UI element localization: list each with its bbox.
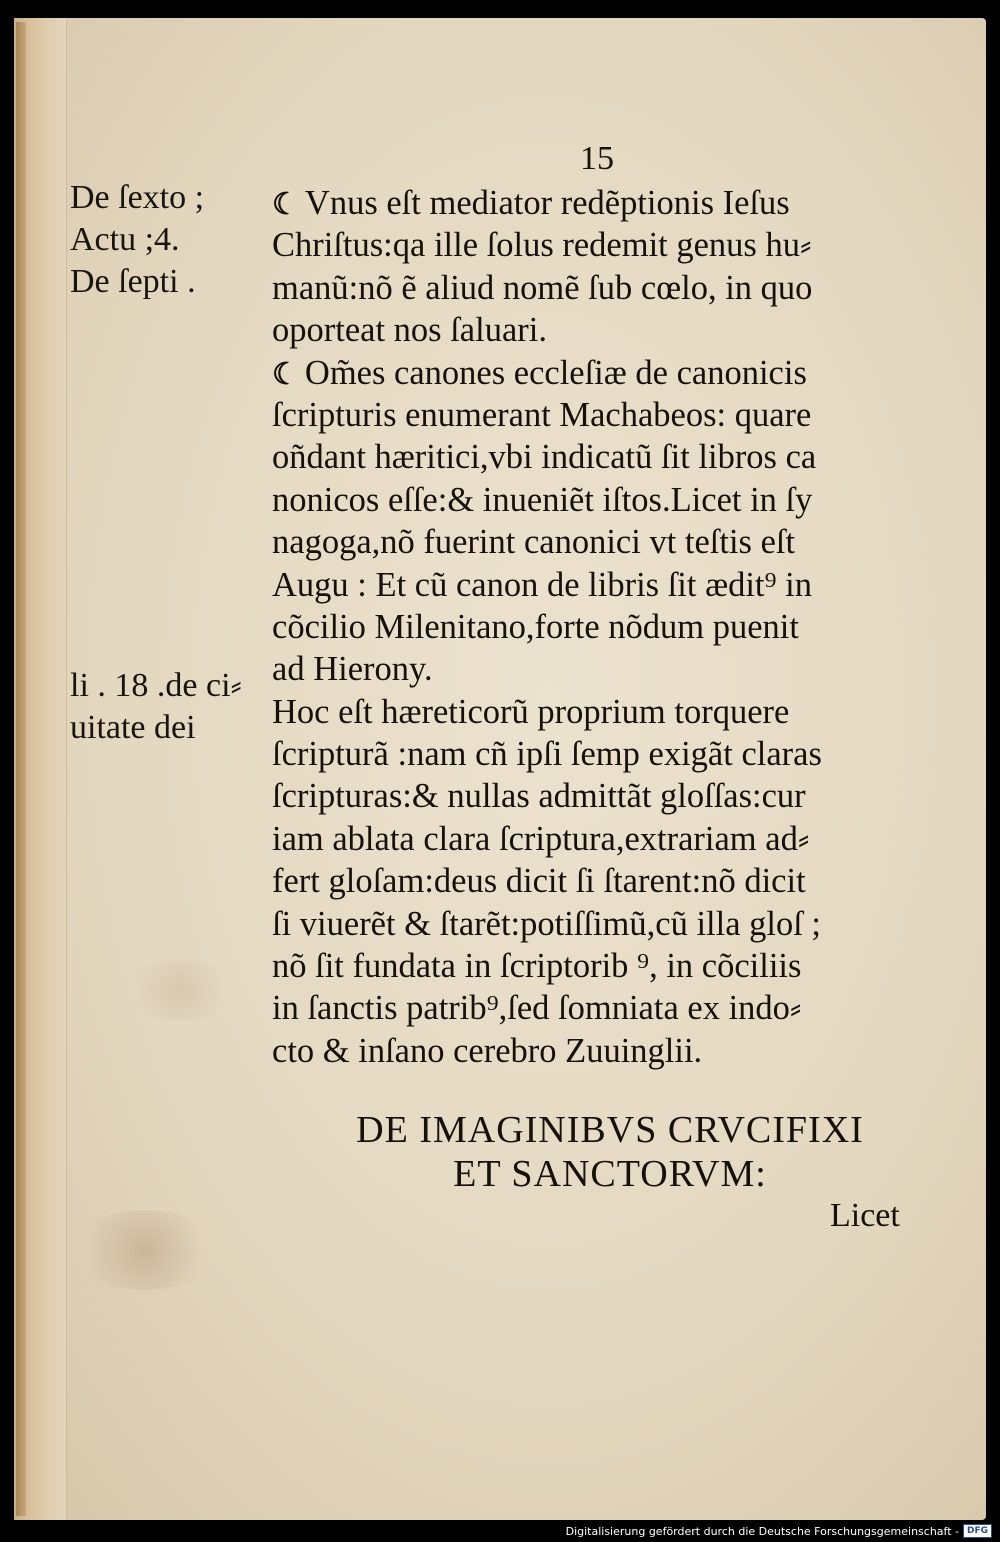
catchword: Licet [830,1197,900,1234]
text-line: fert gloſam:deus dicit ſi ſtarent:nõ dicit [272,862,806,901]
footer-text: Digitalisierung gefördert durch die Deutsche Forschungsgemeinschaft - [565,1524,959,1538]
dfg-logo-icon: DFG [963,1524,992,1538]
text-line: ☾ Vnus eſt mediator redẽptionis Ieſus [272,184,790,222]
text-line: in ſanctis patrib⁹,ſed ſomniata ex indo⸗ [272,989,802,1028]
text-line: Chriſtus:qa ille ſolus redemit genus hu⸗ [272,226,812,265]
text-line: oporteat nos ſaluari. [272,311,547,350]
text-line: manũ:nõ ẽ aliud nomẽ ſub cœlo, in quo [272,268,813,307]
text-line: nagoga,nõ fuerint canonici vt teſtis eſt [272,523,796,562]
text-line: nõ ſit fundata in ſcriptorib ⁹, in cõciliis [272,947,802,986]
body-text [272,182,952,1072]
margin-note: Actu ;4. [70,221,180,258]
heading-line: ET SANCTORVM: [453,1153,767,1195]
text-line: ſcripturis enumerant Machabeos: quare [272,395,812,434]
text-line: ☾ Om̃es canones eccleſiæ de canonicis [272,353,807,392]
text-line: nonicos eſſe:& inueniẽt iſtos.Licet in ſy [272,480,813,519]
text-line: Hoc eſt hæreticorũ proprium torquere [272,692,790,731]
text-line: cõcilio Milenitano,forte nõdum puenit [272,607,799,646]
book-spine-edge [16,22,26,1516]
margin-note: li . 18 .de ci⸗ [70,667,242,704]
paper-stain [120,960,240,1020]
margin-note: uitate dei [70,709,196,746]
heading-line: DE IMAGINIBVS CRVCIFIXI [356,1109,864,1151]
text-line: cto & inſano cerebro Zuuinglii. [272,1031,703,1070]
text-line: ſi viuerẽt & ſtarẽt:potiſſimũ,cũ illa gloſ ; [272,904,822,943]
margin-note: De ſexto ; [70,179,205,216]
text-line: Augu : Et cũ canon de libris ſit ædit⁹ in [272,565,813,604]
text-line: ad Hierony. [272,650,433,689]
margin-note: De ſepti . [70,263,196,300]
section-heading [270,1108,950,1196]
paragraph-mark-icon: ☾ [272,357,299,391]
paragraph-mark-icon: ☾ [272,188,299,221]
text-line: iam ablata clara ſcriptura,extrariam ad⸗ [272,819,810,858]
paper-stain [70,1210,220,1290]
text-line: ſcripturas:& nullas admittãt gloſſas:cur [272,777,806,816]
text-line: oñdant hæritici,vbi indicatũ ſit libros ca [272,438,817,477]
footer-credit [566,1524,992,1538]
page-number: 15 [580,140,614,177]
text-line: ſcripturã :nam cñ ipſi ſemp exigãt claras [272,735,822,774]
